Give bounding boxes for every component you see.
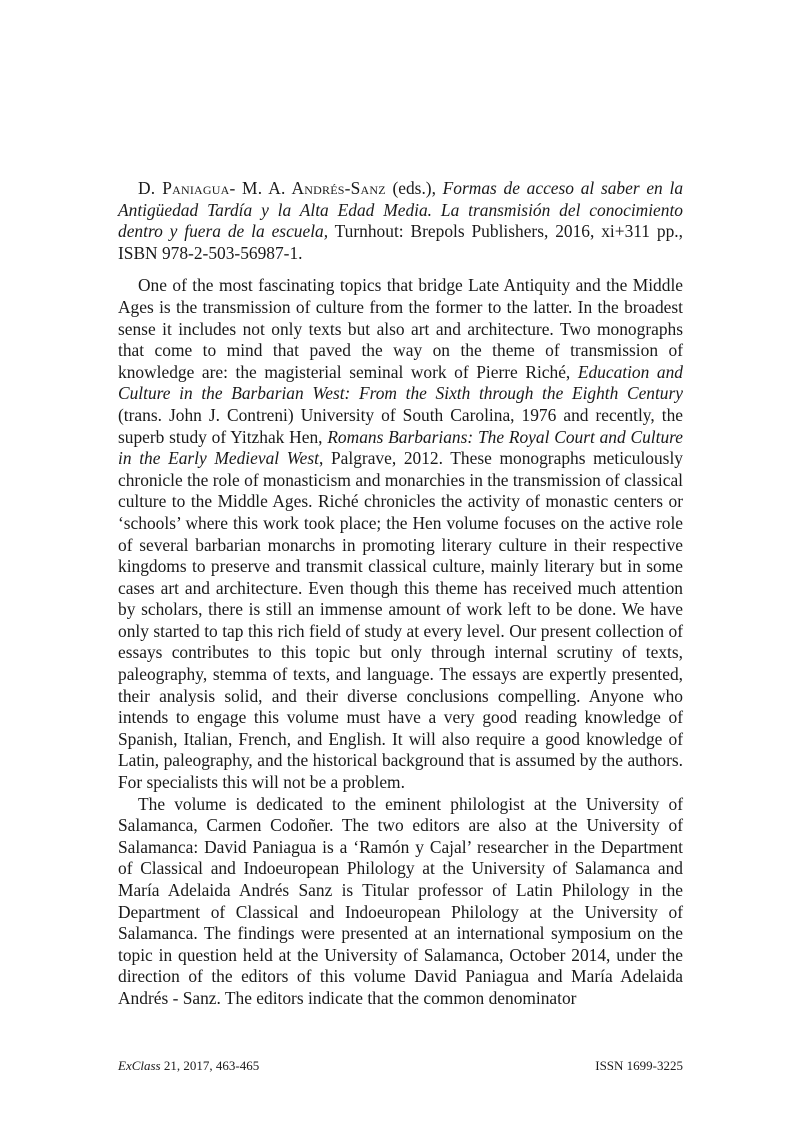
citation-publisher: Turnhout: Brepols Publishers, 2016, xi+311 pp., ISBN 978-2-503-56987-1. bbox=[118, 221, 683, 263]
citation-author-2: M. A. Andrés-Sanz bbox=[242, 178, 386, 198]
citation-eds: (eds.), bbox=[385, 178, 443, 198]
footer-issn: ISSN 1699-3225 bbox=[595, 1058, 683, 1073]
footer-journal-citation bbox=[118, 1058, 259, 1074]
footer-journal-name: ExClass bbox=[118, 1058, 161, 1073]
book-citation bbox=[118, 178, 683, 264]
review-paragraph-2: The volume is dedicated to the eminent philologist at the University of Salamanca, Carmen Codoñer. The two editors are also at the University of Salamanca: David Paniagua is a ‘Ramón y Cajal’ researcher in the Department of Classical and Indoeuropean Philology at the University of Salamanca and María Adelaida Andrés Sanz is Titular professor of Latin Philology in the Department of Classical and Indoeuropean Philology at the University of Salamanca. The findings were presented at an international symposium on the topic in question held at the University of Salamanca, October 2014, under the direction of the editors of this volume David Paniagua and María Adelaida Andrés - Sanz. The editors indicate that the common denominator bbox=[118, 793, 683, 1008]
paragraph-1-text-b: (trans. John J. Contreni) University of South Carolina, 1976 and recently, the superb study of Yitzhak Hen, bbox=[118, 404, 683, 447]
book-title-riche: Education and Culture in the Barbarian West: From the Sixth through the Eighth Century bbox=[118, 361, 683, 404]
book-title-hen: Romans Barbarians: The Royal Court and Culture in the Early Medieval West bbox=[118, 426, 683, 469]
footer-journal-info: 21, 2017, 463-465 bbox=[160, 1058, 260, 1073]
citation-title: Formas de acceso al saber en la Antigüedad Tardía y la Alta Edad Media. La transmisión del conocimiento dentro y fuera de la escuela, bbox=[118, 178, 684, 242]
citation-author-1: D. Paniagua bbox=[138, 178, 230, 198]
page-footer bbox=[118, 1058, 683, 1074]
paragraph-1-text-c: , Palgrave, 2012. These monographs meticulously chronicle the role of monasticism and monarchies in the transmission of classical culture to the Middle Ages. Riché chronicles the activity of monastic centers or ‘schools’ where this work took place; the Hen volume focuses on the active role of several barbarian monarchs in promoting literary culture in their respective kingdoms to preserve and transmit classical culture, mainly literary but in some cases art and architecture. Even though this theme has received much attention by scholars, there is still an immense amount of work left to be done. We have only started to tap this rich field of study at every level. Our present collection of essays contributes to this topic but only through internal scrutiny of texts, paleography, stemma of texts, and language. The essays are expertly presented, their analysis solid, and their diverse conclusions compelling. Anyone who intends to engage this volume must have a very good reading knowledge of Spanish, Italian, French, and English. It will also require a good knowledge of Latin, paleography, and the historical background that is assumed by the authors. For specialists this will not be a problem. bbox=[118, 448, 683, 793]
paragraph-1-text-a: One of the most fascinating topics that bridge Late Antiquity and the Middle Ages is the transmission of culture from the former to the latter. In the broadest sense it includes not only texts but also art and architecture. Two monographs that come to mind that paved the way on the theme of transmission of knowledge are: the magisterial seminal work of Pierre Riché, bbox=[118, 275, 683, 382]
page-body bbox=[118, 178, 683, 1010]
review-paragraph-1 bbox=[118, 275, 683, 793]
citation-separator: - bbox=[229, 178, 243, 198]
